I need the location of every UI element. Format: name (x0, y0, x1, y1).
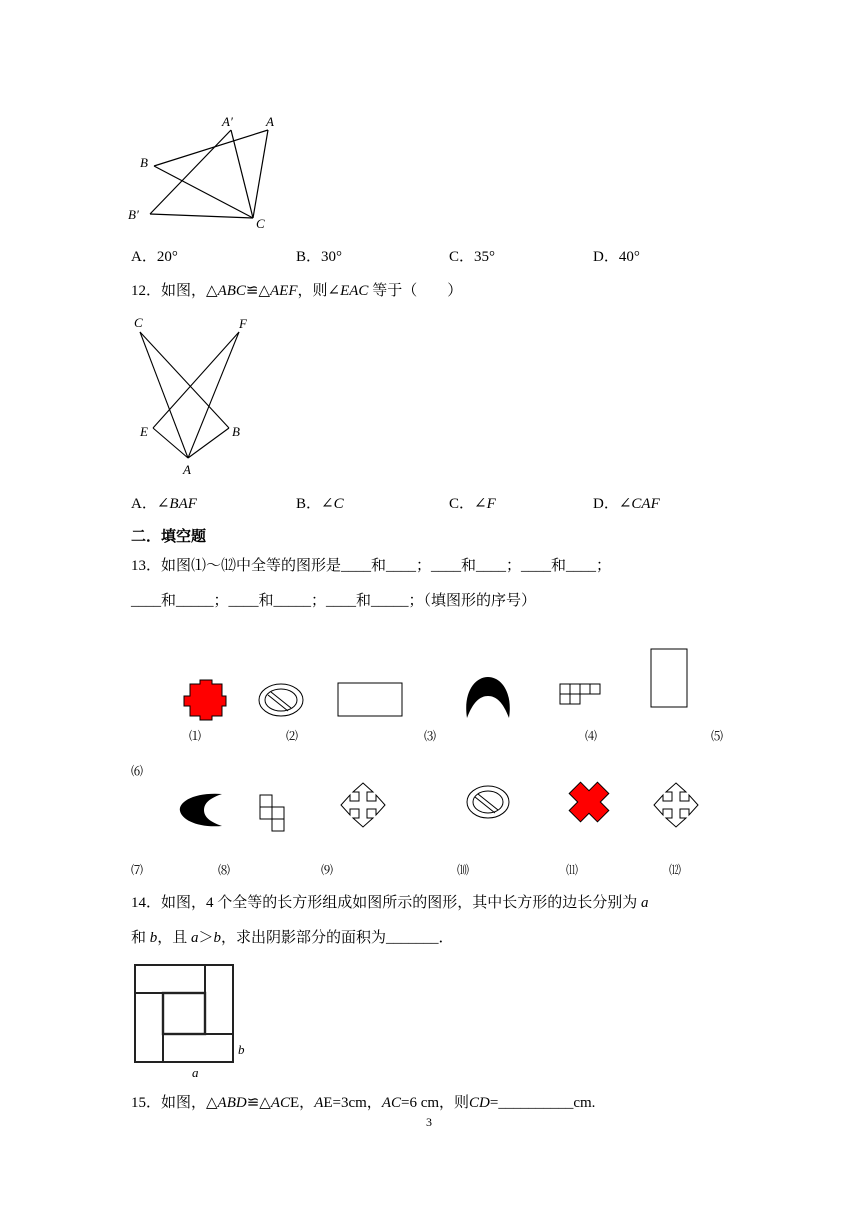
q13-caption-6: ⑹ (131, 764, 144, 778)
q13-caption-5: ⑸ (711, 729, 724, 743)
q11-option-b[interactable]: B．30° (296, 249, 343, 265)
q11-option-a[interactable]: A．20° (131, 249, 178, 265)
q12-option-b[interactable]: B．∠C (296, 496, 344, 512)
q13-shape-9-arrows (341, 783, 385, 827)
q12-option-c[interactable]: C．∠F (449, 496, 496, 512)
q14-line2: 和 b，且 a＞b，求出阴影部分的面积为_______． (131, 930, 454, 946)
q11-figure (120, 110, 290, 235)
q13-caption-9: ⑼ (321, 863, 334, 877)
q13-shape-12-arrows (654, 783, 698, 827)
q14-figure (128, 958, 258, 1080)
page-number: 3 (426, 1115, 432, 1129)
q13-line2: ____和_____；____和_____；____和_____；（填图形的序号） (131, 593, 537, 609)
q11-label-a: A (266, 114, 274, 129)
q13-shape-2-circle-slash (259, 684, 303, 716)
q12-label-f: F (239, 316, 247, 331)
q13-caption-8: ⑻ (218, 863, 231, 877)
q11-option-c[interactable]: C．35° (449, 249, 496, 265)
q13-shape-1-red-cross (184, 680, 226, 720)
q13-shape-5-squares (560, 684, 600, 704)
q11-label-c: C (256, 216, 265, 231)
q12-label-e: E (140, 424, 148, 439)
q11-label-a-prime: A′ (222, 114, 233, 129)
q13-caption-3: ⑶ (424, 729, 437, 743)
q15-stem: 15．如图，△ABD≌△ACE，AE=3cm，AC=6 cm，则CD=__________cm. (131, 1095, 596, 1111)
q12-label-c: C (134, 315, 143, 330)
q13-shape-4-black-arch (466, 677, 510, 718)
q13-shape-10-circle-slash (467, 786, 509, 818)
q13-caption-2: ⑵ (286, 729, 299, 743)
q11-label-b-prime: B′ (128, 207, 139, 222)
q12-label-b: B (232, 424, 240, 439)
q12-option-d[interactable]: D．∠CAF (593, 496, 660, 512)
q12-label-a: A (183, 462, 191, 477)
q12-stem: 12．如图，△ABC≌△AEF，则∠EAC 等于（ ） (131, 283, 463, 299)
q13-shape-6-tall-rectangle (651, 649, 687, 707)
q13-shape-7-crescent (180, 794, 222, 827)
q13-caption-10: ⑽ (457, 863, 470, 877)
q11-label-b: B (140, 155, 148, 170)
section-title-fill-in: 二．填空题 (131, 529, 207, 545)
q11-option-d[interactable]: D．40° (593, 249, 640, 265)
q13-caption-12: ⑿ (669, 863, 682, 877)
q12-figure (126, 312, 261, 480)
q13-shapes-row2 (170, 780, 710, 835)
q13-caption-7: ⑺ (131, 863, 144, 877)
q13-shape-8-squares (260, 795, 284, 831)
q14-label-a: a (192, 1065, 199, 1080)
q13-shape-3-rectangle (338, 683, 402, 716)
q13-shape-11-red-cross (561, 780, 618, 830)
q13-caption-11: ⑾ (566, 863, 579, 877)
q13-line1: 13．如图⑴～⑿中全等的图形是____和____；____和____；____和____； (131, 558, 612, 574)
q12-option-a[interactable]: A．∠BAF (131, 496, 197, 512)
q13-caption-4: ⑷ (585, 729, 598, 743)
q14-line1: 14．如图，4 个全等的长方形组成如图所示的图形，其中长方形的边长分别为 a (131, 895, 649, 911)
q13-caption-1: ⑴ (189, 729, 202, 743)
q14-label-b: b (238, 1042, 245, 1057)
q13-shapes-row1 (170, 640, 710, 725)
